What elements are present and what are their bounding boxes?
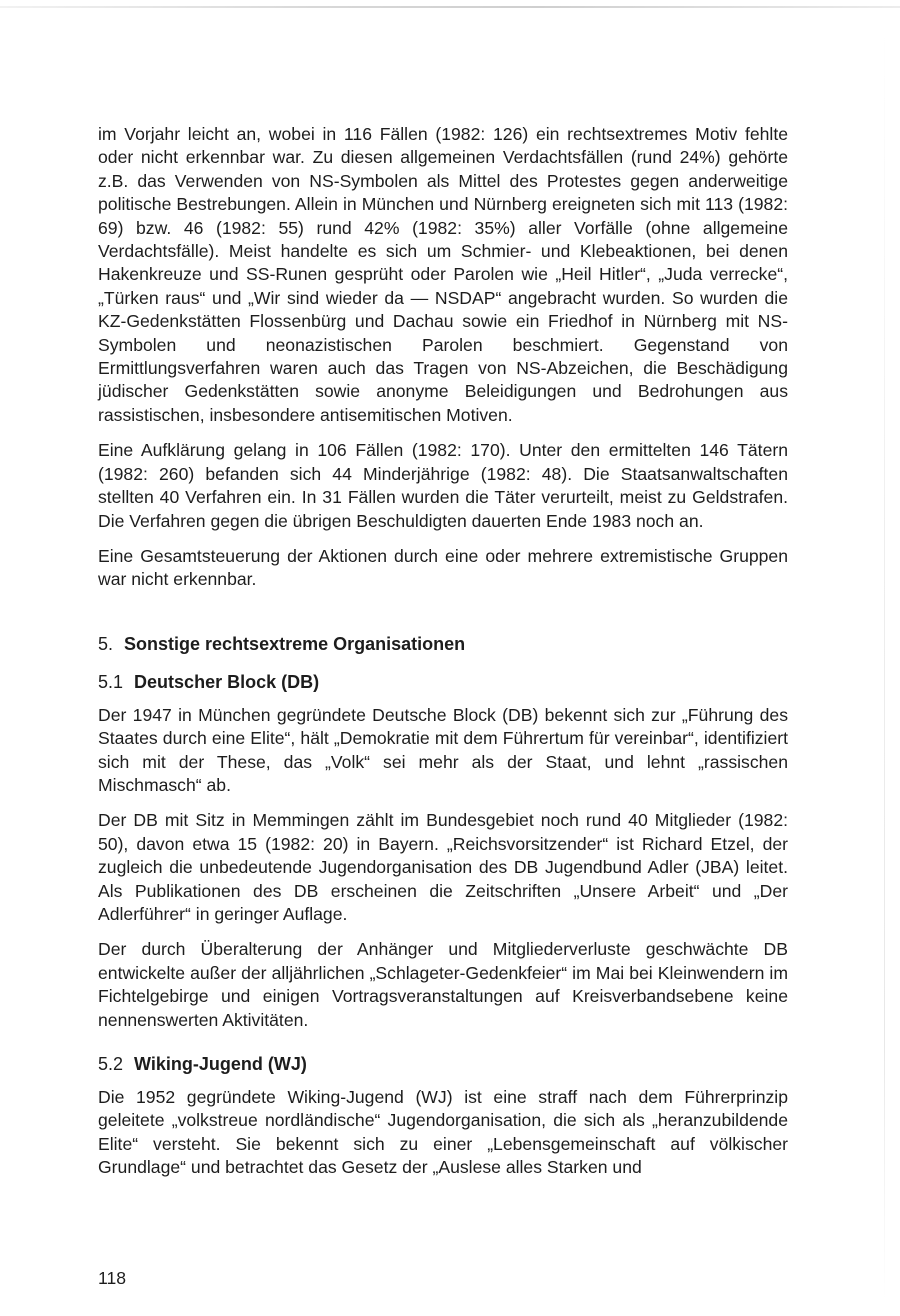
paragraph-aufklaerung: Eine Aufklärung gelang in 106 Fällen (1982: 170). Unter den ermittelten 146 Tätern (1982: 260) befanden sich 44 Minderjährige (1982: 48). Die Staatsanwaltschaften stellten 40 Verfahren ein. In 31 Fällen wurden die Täter verurteilt, meist zu Geldstrafen. Die Verfahren gegen die übrigen Beschuldigten dauerten Ende 1983 noch an. [98,440,788,531]
paragraph-db-mitglieder: Der DB mit Sitz in Memmingen zählt im Bundesgebiet noch rund 40 Mitglieder (1982: 50), davon etwa 15 (1982: 20) in Bayern. „Reichsvorsitzender“ ist Richard Etzel, der zugleich die unbedeutende Jugendorganisation des DB Jugendbund Adler (JBA) leitet. Als Publikationen des DB erscheinen die Zeitschriften „Unsere Arbeit“ und „Der Adlerführer“ in geringer Auflage. [98,810,788,924]
section-title: Wiking-Jugend (WJ) [134,1054,307,1074]
paragraph-gesamtsteuerung: Eine Gesamtsteuerung der Aktionen durch eine oder mehrere extremistische Gruppen war nicht erkennbar. [98,545,788,590]
paragraph-db-aktivitaeten: Der durch Überalterung der Anhänger und Mitgliederverluste geschwächte DB entwickelte außer der alljährlichen „Schlageter-Gedenkfeier“ im Mai bei Kleinwendern im Fichtelgebirge und einigen Vortragsveranstaltungen auf Kreisverbandsebene keine nennenswerten Aktivitäten. [98,939,788,1030]
paragraph-db-gruendung: Der 1947 in München gegründete Deutsche Block (DB) bekennt sich zur „Führung des Staates durch eine Elite“, hält „Demokratie mit dem Führertum für vereinbar“, identifiziert sich mit der These, das „Volk“ sei mehr als der Staat, und lehnt „rassischen Mischmasch“ ab. [98,704,788,795]
page-number: 118 [98,1268,127,1288]
paragraph-wj-gruendung: Die 1952 gegründete Wiking-Jugend (WJ) ist eine straff nach dem Führerprinzip geleitete „volkstreue nordländische“ Jugendorganisation, die sich als „heranzubildende Elite“ versteht. Sie bekennt sich zu einer „Lebensgemeinschaft auf völkischer Grundlage“ und betrachtet das Gesetz der „Auslese alles Starken und [98,1087,788,1178]
scan-edge-top [0,6,900,8]
section-number: 5.2 [98,1054,124,1074]
section-heading-5 [98,632,788,656]
section-heading-5-2 [98,1052,788,1076]
section-number: 5.1 [98,671,124,692]
section-title: Sonstige rechtsextreme Organisationen [124,633,466,654]
paragraph-verdachtsfaelle: im Vorjahr leicht an, wobei in 116 Fällen (1982: 126) ein rechtsextremes Motiv fehlte oder nicht erkennbar war. Zu diesen allgemeinen Verdachtsfällen (rund 24%) gehörte z.B. das Verwenden von NS-Symbolen als Mittel des Protestes gegen anderweitige politische Bestrebungen. Allein in München und Nürnberg ereigneten sich mit 113 (1982: 69) bzw. 46 (1982: 55) rund 42% (1982: 35%) aller Vorfälle (ohne allgemeine Verdachtsfälle). Meist handelte es sich um Schmier- und Klebeaktionen, bei denen Hakenkreuze und SS-Runen gesprüht oder Parolen wie „Heil Hitler“, „Juda verrecke“, „Türken raus“ und „Wir sind wieder da — NSDAP“ angebracht wurden. So wurden die KZ-Gedenkstätten Flossenbürg und Dachau sowie ein Friedhof in Nürnberg mit NS-Symbolen und neonazistischen Parolen beschmiert. Gegenstand von Ermittlungsverfahren waren auch das Tragen von NS-Abzeichen, die Beschädigung jüdischer Gedenkstätten sowie anonyme Beleidigungen und Bedrohungen aus rassistischen, insbesondere antisemitischen Motiven. [98,124,788,425]
section-number: 5. [98,633,114,654]
page-body [98,123,788,1192]
scan-edge-right [884,30,885,1300]
section-heading-5-1 [98,670,788,694]
section-title: Deutscher Block (DB) [134,671,320,692]
